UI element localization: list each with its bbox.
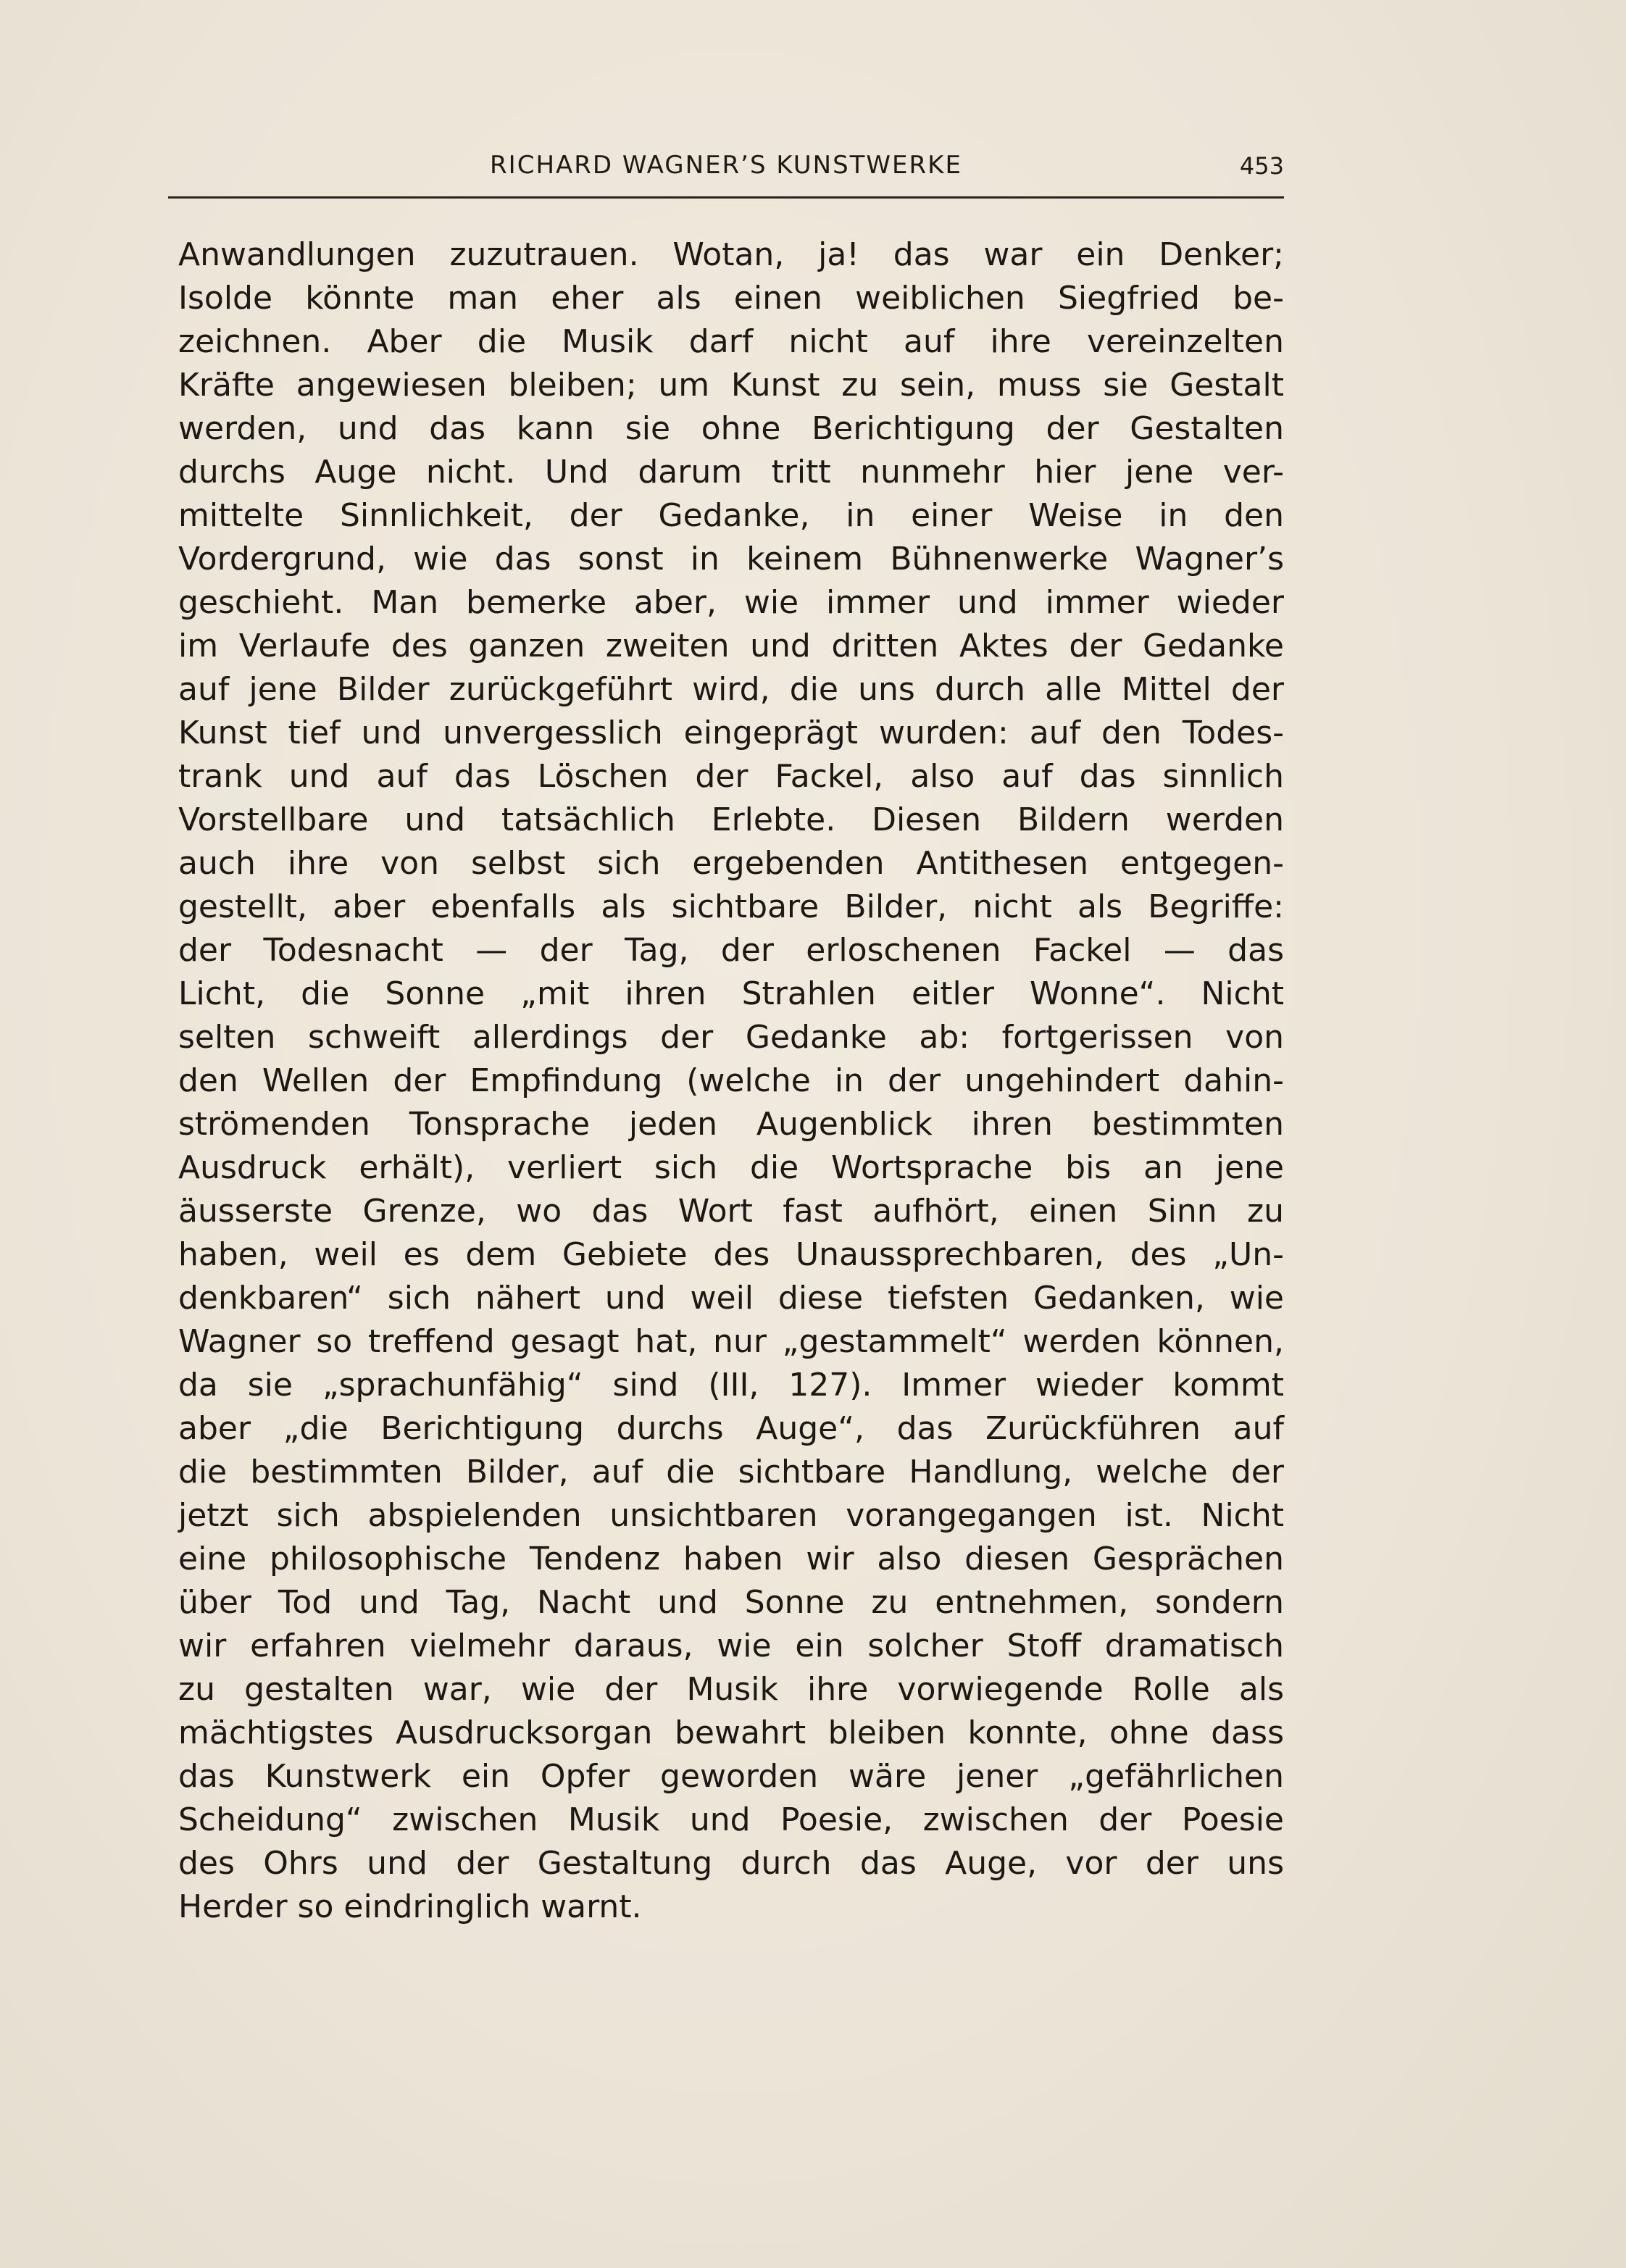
text-line: da sie „sprachunfähig“ sind (III, 127). Immer wieder kommt: [178, 1367, 1284, 1404]
text-line: des Ohrs und der Gestaltung durch das Auge, vor der uns: [178, 1845, 1284, 1882]
text-line: jetzt sich abspielenden unsichtbaren vorangegangen ist. Nicht: [178, 1497, 1284, 1534]
page-number: 453: [1239, 152, 1284, 180]
text-line: der Todesnacht — der Tag, der erloschenen Fackel — das: [178, 932, 1284, 969]
text-line: über Tod und Tag, Nacht und Sonne zu entnehmen, sondern: [178, 1584, 1284, 1621]
text-line: haben, weil es dem Gebiete des Unaussprechbaren, des „Un-: [178, 1236, 1284, 1273]
text-line: das Kunstwerk ein Opfer geworden wäre jener „gefährlichen: [178, 1758, 1284, 1795]
text-line: durchs Auge nicht. Und darum tritt nunmehr hier jene ver-: [178, 454, 1284, 491]
text-line: Scheidung“ zwischen Musik und Poesie, zwischen der Poesie: [178, 1801, 1284, 1838]
text-line: eine philosophische Tendenz haben wir also diesen Gesprächen: [178, 1541, 1284, 1577]
text-line: Wagner so treffend gesagt hat, nur „gestammelt“ werden können,: [178, 1323, 1284, 1360]
text-line: denkbaren“ sich nähert und weil diese tiefsten Gedanken, wie: [178, 1280, 1284, 1317]
text-line: auf jene Bilder zurückgeführt wird, die uns durch alle Mittel der: [178, 671, 1284, 708]
text-line: Vorstellbare und tatsächlich Erlebte. Diesen Bildern werden: [178, 801, 1284, 838]
text-line: Licht, die Sonne „mit ihren Strahlen eitler Wonne“. Nicht: [178, 975, 1284, 1012]
page-header: [168, 145, 1284, 188]
text-line-last: Herder so eindringlich warnt.: [178, 1888, 642, 1925]
text-line: Anwandlungen zuzutrauen. Wotan, ja! das war ein Denker;: [178, 236, 1284, 273]
text-line: Kräfte angewiesen bleiben; um Kunst zu sein, muss sie Gestalt: [178, 367, 1284, 404]
text-line: trank und auf das Löschen der Fackel, also auf das sinnlich: [178, 758, 1284, 795]
text-line: mächtigstes Ausdrucksorgan bewahrt bleiben konnte, ohne dass: [178, 1714, 1284, 1751]
text-line: den Wellen der Empfindung (welche in der ungehindert dahin-: [178, 1062, 1284, 1099]
text-line: Kunst tief und unvergesslich eingeprägt wurden: auf den Todes-: [178, 714, 1284, 751]
text-line: Vordergrund, wie das sonst in keinem Bühnenwerke Wagner’s: [178, 541, 1284, 578]
text-line: zeichnen. Aber die Musik darf nicht auf ihre vereinzelten: [178, 323, 1284, 360]
text-line: zu gestalten war, wie der Musik ihre vorwiegende Rolle als: [178, 1671, 1284, 1708]
text-line: äusserste Grenze, wo das Wort fast aufhört, einen Sinn zu: [178, 1193, 1284, 1230]
running-title: RICHARD WAGNER’S KUNSTWERKE: [490, 151, 962, 180]
text-line: Ausdruck erhält), verliert sich die Wortsprache bis an jene: [178, 1149, 1284, 1186]
text-line: im Verlaufe des ganzen zweiten und dritten Aktes der Gedanke: [178, 628, 1284, 664]
text-line: aber „die Berichtigung durchs Auge“, das Zurückführen auf: [178, 1410, 1284, 1447]
text-line: Isolde könnte man eher als einen weiblichen Siegfried be-: [178, 280, 1284, 317]
text-line: gestellt, aber ebenfalls als sichtbare Bilder, nicht als Begriffe:: [178, 888, 1284, 925]
body-text: [178, 233, 1284, 1929]
text-line: geschieht. Man bemerke aber, wie immer und immer wieder: [178, 584, 1284, 621]
text-line: auch ihre von selbst sich ergebenden Antithesen entgegen-: [178, 845, 1284, 882]
text-line: wir erfahren vielmehr daraus, wie ein solcher Stoff dramatisch: [178, 1627, 1284, 1664]
text-line: selten schweift allerdings der Gedanke ab: fortgerissen von: [178, 1019, 1284, 1056]
header-rule: [168, 196, 1284, 199]
text-line: werden, und das kann sie ohne Berichtigung der Gestalten: [178, 410, 1284, 447]
text-line: mittelte Sinnlichkeit, der Gedanke, in einer Weise in den: [178, 497, 1284, 534]
text-line: die bestimmten Bilder, auf die sichtbare Handlung, welche der: [178, 1454, 1284, 1491]
text-line: strömenden Tonsprache jeden Augenblick ihren bestimmten: [178, 1106, 1284, 1143]
